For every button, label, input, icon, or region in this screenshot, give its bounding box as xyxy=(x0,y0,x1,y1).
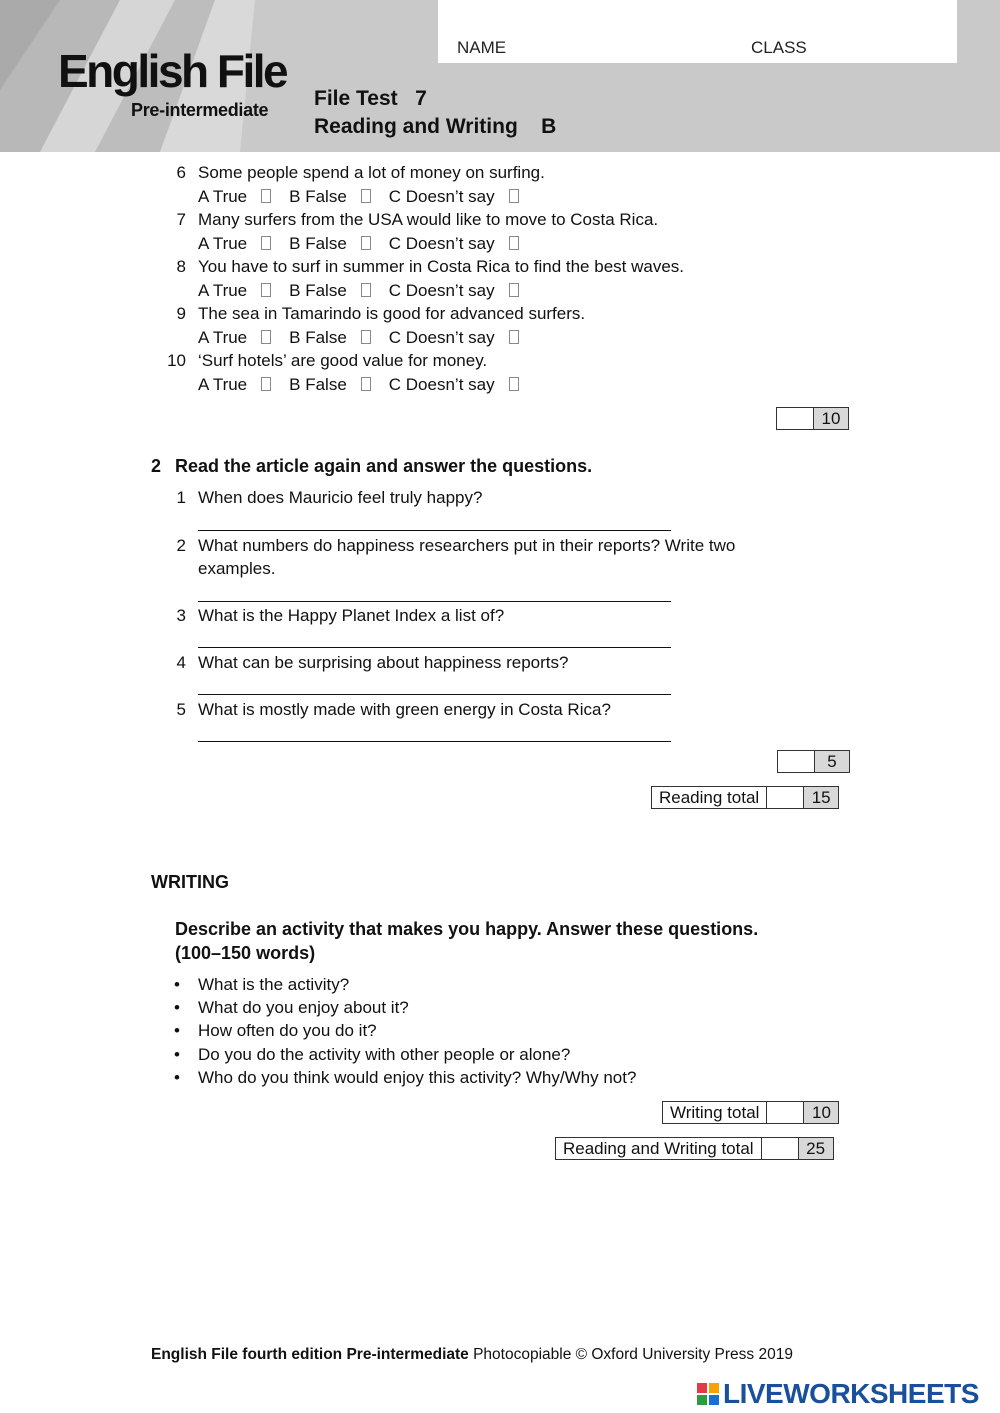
footer-copyright xyxy=(151,1346,793,1364)
option-doesnt-say-checkbox[interactable] xyxy=(509,330,519,344)
answer-line[interactable] xyxy=(198,741,671,742)
option-row xyxy=(198,280,537,302)
option-row xyxy=(198,186,537,208)
answer-line[interactable] xyxy=(198,601,671,602)
bullet-icon: • xyxy=(174,998,180,1017)
option-true-checkbox[interactable] xyxy=(261,283,271,297)
score-input[interactable] xyxy=(778,751,815,773)
reading-total-input[interactable] xyxy=(767,787,804,809)
option-row xyxy=(198,233,537,255)
question-number: 5 xyxy=(176,700,186,719)
option-doesnt-say-checkbox[interactable] xyxy=(509,236,519,250)
option-doesnt-say-checkbox[interactable] xyxy=(509,189,519,203)
question-number: 2 xyxy=(176,536,186,555)
bullet-icon: • xyxy=(174,1021,180,1040)
bullet-text: What do you enjoy about it? xyxy=(198,998,409,1017)
option-true-label: A True xyxy=(198,234,248,253)
item-number: 7 xyxy=(176,210,186,229)
test-title-line2: Reading and Writing B xyxy=(314,115,557,138)
option-false-label: B False xyxy=(289,281,347,300)
option-doesnt-say-label: C Doesn’t say xyxy=(388,375,495,394)
statement-text: ‘Surf hotels’ are good value for money. xyxy=(198,351,488,370)
question-text: What can be surprising about happiness reports? xyxy=(198,653,569,672)
writing-instruction: Describe an activity that makes you happy. Answer these questions. xyxy=(175,919,759,939)
item-number: 10 xyxy=(167,351,186,370)
question-text-cont: examples. xyxy=(198,559,276,578)
bullet-text: What is the activity? xyxy=(198,975,350,994)
item-number: 6 xyxy=(176,163,186,182)
liveworksheets-text: LIVEWORKSHEETS xyxy=(723,1378,979,1409)
writing-total-box xyxy=(662,1101,839,1124)
bullet-text: Who do you think would enjoy this activity? Why/Why not? xyxy=(198,1068,637,1087)
bullet-icon: • xyxy=(174,1068,180,1087)
footer-rest: Photocopiable © Oxford University Press 2019 xyxy=(468,1346,793,1363)
test-title-line1: File Test 7 xyxy=(314,87,427,110)
question-text: When does Mauricio feel truly happy? xyxy=(198,488,483,507)
logo-subtitle: Pre-intermediate xyxy=(131,100,269,120)
option-false-checkbox[interactable] xyxy=(361,236,371,250)
logo-title: English File xyxy=(58,45,287,97)
option-true-checkbox[interactable] xyxy=(261,377,271,391)
writing-total-max: 10 xyxy=(804,1102,839,1124)
option-true-checkbox[interactable] xyxy=(261,330,271,344)
question-text: What numbers do happiness researchers put in their reports? Write two xyxy=(198,536,736,555)
name-class-box xyxy=(438,0,957,63)
part1-score-box xyxy=(776,407,849,430)
max-score: 5 xyxy=(815,751,850,773)
section-2-number: 2 xyxy=(151,456,162,476)
option-true-label: A True xyxy=(198,375,248,394)
option-true-label: A True xyxy=(198,187,248,206)
statement-text: The sea in Tamarindo is good for advanced surfers. xyxy=(198,304,586,323)
writing-total-label: Writing total xyxy=(663,1102,767,1124)
statement-text: Some people spend a lot of money on surfing. xyxy=(198,163,545,182)
option-false-label: B False xyxy=(289,187,347,206)
statement-text: You have to surf in summer in Costa Rica to find the best waves. xyxy=(198,257,685,276)
max-score: 10 xyxy=(814,408,849,430)
option-doesnt-say-label: C Doesn’t say xyxy=(388,187,495,206)
rw-total-max: 25 xyxy=(798,1138,833,1160)
option-false-checkbox[interactable] xyxy=(361,283,371,297)
answer-line[interactable] xyxy=(198,694,671,695)
option-true-checkbox[interactable] xyxy=(261,189,271,203)
writing-heading: WRITING xyxy=(151,872,229,892)
rw-total-label: Reading and Writing total xyxy=(556,1138,762,1160)
option-doesnt-say-label: C Doesn’t say xyxy=(388,234,495,253)
footer-bold: English File fourth edition Pre-intermediate xyxy=(151,1346,469,1363)
option-false-label: B False xyxy=(289,328,347,347)
reading-total-label: Reading total xyxy=(652,787,767,809)
name-label: NAME xyxy=(457,38,507,57)
option-doesnt-say-label: C Doesn’t say xyxy=(388,328,495,347)
class-label: CLASS xyxy=(751,38,807,57)
statement-text: Many surfers from the USA would like to move to Costa Rica. xyxy=(198,210,659,229)
question-number: 1 xyxy=(176,488,186,507)
option-false-label: B False xyxy=(289,375,347,394)
item-number: 8 xyxy=(176,257,186,276)
answer-line[interactable] xyxy=(198,530,671,531)
bullet-icon: • xyxy=(174,975,180,994)
option-false-label: B False xyxy=(289,234,347,253)
test-title xyxy=(314,85,556,141)
option-true-checkbox[interactable] xyxy=(261,236,271,250)
section-2-title: Read the article again and answer the questions. xyxy=(175,456,593,476)
part2-score-box xyxy=(777,750,850,773)
question-number: 3 xyxy=(176,606,186,625)
option-row xyxy=(198,327,537,349)
bullet-text: How often do you do it? xyxy=(198,1021,377,1040)
rw-total-box xyxy=(555,1137,834,1160)
writing-total-input[interactable] xyxy=(767,1102,804,1124)
question-number: 4 xyxy=(176,653,186,672)
bullet-text: Do you do the activity with other people or alone? xyxy=(198,1045,571,1064)
reading-total-box xyxy=(651,786,839,809)
option-doesnt-say-checkbox[interactable] xyxy=(509,283,519,297)
option-true-label: A True xyxy=(198,328,248,347)
answer-line[interactable] xyxy=(198,647,671,648)
score-input[interactable] xyxy=(777,408,814,430)
option-false-checkbox[interactable] xyxy=(361,377,371,391)
rw-total-input[interactable] xyxy=(761,1138,798,1160)
option-doesnt-say-checkbox[interactable] xyxy=(509,377,519,391)
header-banner xyxy=(0,0,1000,152)
writing-word-count: (100–150 words) xyxy=(175,943,316,963)
bullet-icon: • xyxy=(174,1045,180,1064)
question-text: What is mostly made with green energy in Costa Rica? xyxy=(198,700,611,719)
option-doesnt-say-label: C Doesn’t say xyxy=(388,281,495,300)
option-false-checkbox[interactable] xyxy=(361,189,371,203)
item-number: 9 xyxy=(176,304,186,323)
liveworksheets-logo xyxy=(697,1378,979,1410)
question-text: What is the Happy Planet Index a list of? xyxy=(198,606,505,625)
reading-total-max: 15 xyxy=(804,787,839,809)
option-true-label: A True xyxy=(198,281,248,300)
option-row xyxy=(198,374,537,396)
liveworksheets-icon xyxy=(697,1383,719,1405)
option-false-checkbox[interactable] xyxy=(361,330,371,344)
